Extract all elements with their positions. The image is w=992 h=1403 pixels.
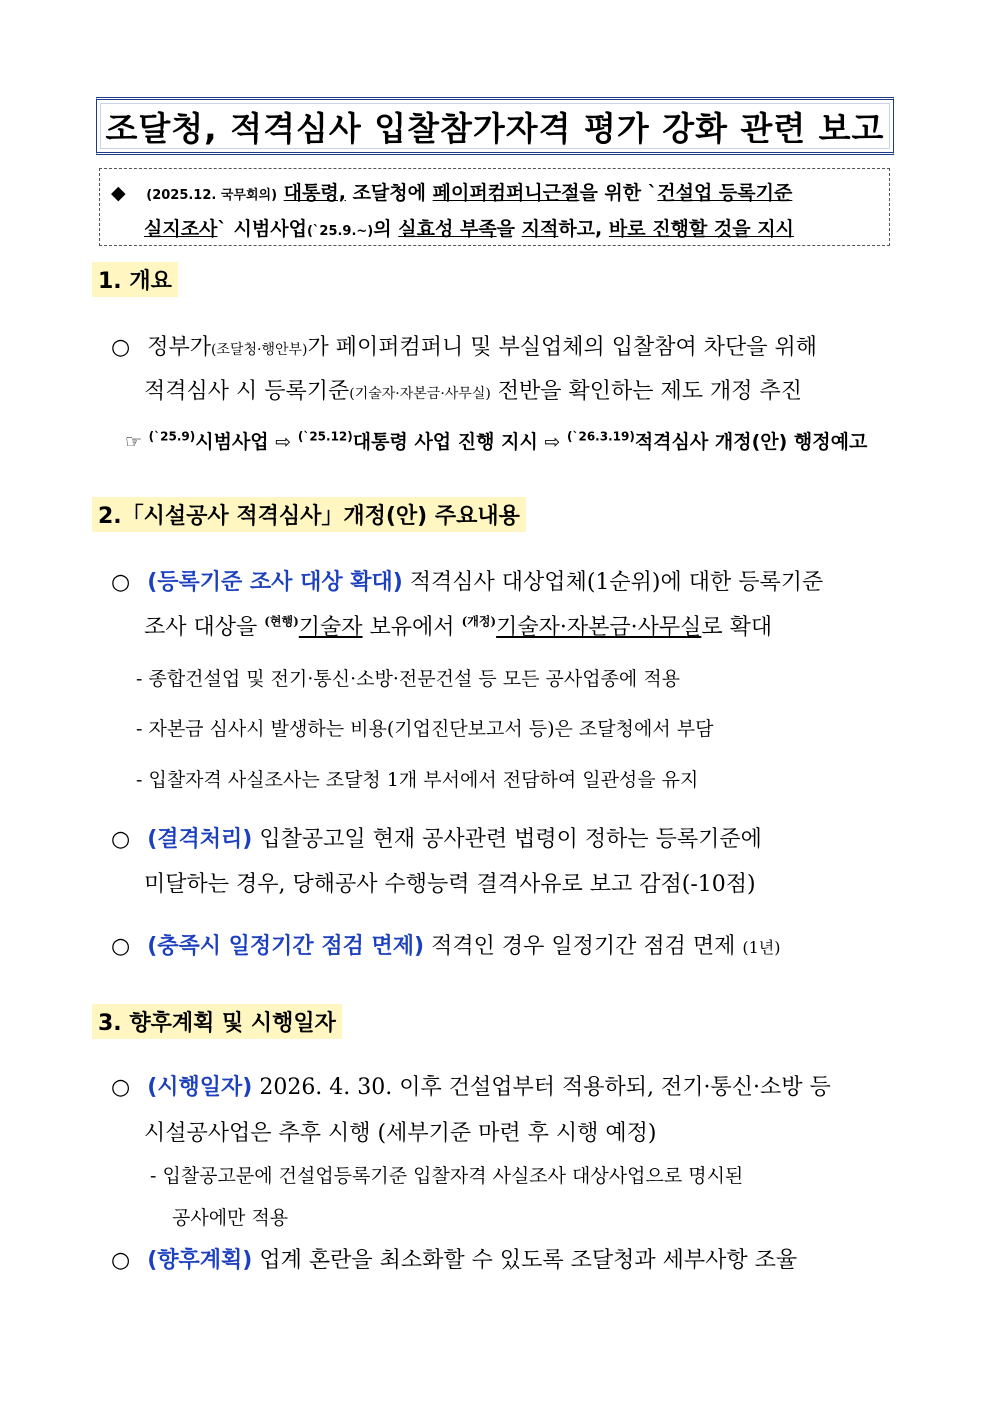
- sec2-text: 기술자·자본금·사무실: [496, 615, 702, 640]
- sec3-bullet-1-line-1: [111, 1070, 831, 1101]
- sec2-bullet-1-line-1: [111, 565, 823, 596]
- sec1-text: (기술자·자본금·사무실): [349, 386, 491, 402]
- ref-step: 적격심사 개정(안) 행정예고: [634, 431, 868, 453]
- sec3-dash-item-1-line-1: - 입찰공고문에 건설업등록기준 입찰자격 사실조사 대상사업으로 명시된: [150, 1165, 744, 1187]
- ref-date: (`25.12): [297, 429, 353, 444]
- sec1-bullet-1-line-1: [111, 330, 817, 361]
- circle-bullet-icon: ○: [111, 1074, 131, 1100]
- sec1-bullet-1-line-2: [144, 374, 802, 405]
- sec2-dash-item-2: - 자본금 심사시 발생하는 비용(기업진단보고서 등)은 조달청에서 부담: [136, 718, 714, 740]
- summary-text: 페이퍼컴퍼니근절: [432, 182, 580, 204]
- pointing-hand-icon: ☞: [125, 431, 143, 453]
- summary-text: (`25.9.~): [306, 224, 374, 239]
- circle-bullet-icon: ○: [111, 1247, 131, 1273]
- summary-line-2: [144, 214, 794, 241]
- summary-line-1: [111, 178, 792, 205]
- sec2-bullet-2-line-1: [111, 822, 762, 853]
- summary-text: 을 위한 `: [579, 182, 658, 204]
- sec2-text: (1년): [742, 938, 781, 957]
- arrow-icon: ⇨: [544, 431, 561, 453]
- sec1-text: 정부가: [147, 335, 211, 360]
- summary-text: 의: [373, 218, 399, 240]
- circle-bullet-icon: ○: [111, 334, 131, 360]
- summary-text: 지적: [521, 218, 559, 240]
- summary-text: 을: [496, 218, 522, 240]
- summary-text: 실효성 부족: [398, 218, 497, 240]
- summary-text: 하고,: [558, 218, 609, 240]
- arrow-icon: ⇨: [275, 431, 292, 453]
- sec2-text: 적격인 경우 일정기간 점검 면제: [424, 934, 743, 959]
- sec1-text: 전반을 확인하는 제도 개정 추진: [490, 379, 803, 404]
- sec3-dash-item-1-line-2: 공사에만 적용: [172, 1207, 289, 1229]
- bullet-tag: (시행일자): [147, 1075, 253, 1100]
- sec3-bullet-1-line-2: 시설공사업은 추후 시행 (세부기준 마련 후 시행 예정): [144, 1121, 657, 1146]
- document-title-box: [96, 97, 894, 155]
- sec3-text: 업계 혼란을 최소화할 수 있도록 조달청과 세부사항 조율: [252, 1248, 798, 1273]
- sec2-bullet-2-line-2: 미달하는 경우, 당해공사 수행능력 결격사유로 보고 감점(-10점): [144, 872, 756, 897]
- section-3-heading: 3. 향후계획 및 시행일자: [92, 1004, 342, 1039]
- sec2-text: (개정): [461, 614, 497, 629]
- bullet-tag: (결격처리): [147, 827, 253, 852]
- sec2-dash-item-3: - 입찰자격 사실조사는 조달청 1개 부서에서 전담하여 일관성을 유지: [136, 769, 699, 791]
- document-title: 조달청, 적격심사 입찰참가자격 평가 강화 관련 보고: [105, 108, 885, 148]
- ref-step: 대통령 사업 진행 지시: [352, 431, 538, 453]
- bullet-tag: (향후계획): [147, 1248, 253, 1273]
- diamond-icon: ◆: [111, 182, 126, 204]
- sec2-text: 적격심사 대상업체(1순위)에 대한 등록기준: [402, 570, 824, 595]
- ref-date: (`26.3.19): [566, 429, 635, 444]
- sec3-bullet-2: [111, 1243, 797, 1274]
- bullet-tag: (등록기준 조사 대상 확대): [147, 570, 403, 595]
- section-1-heading: 1. 개요: [92, 262, 178, 297]
- bullet-tag: (충족시 일정기간 점검 면제): [147, 934, 425, 959]
- summary-prefix: (2025.12. 국무회의): [146, 188, 278, 203]
- sec2-text: 로 확대: [701, 615, 773, 640]
- sec3-text: 2026. 4. 30. 이후 건설업부터 적용하되, 전기·통신·소방 등: [252, 1075, 831, 1100]
- summary-text: 건설업 등록기준: [657, 182, 793, 204]
- sec2-text: 조사 대상을: [144, 615, 265, 640]
- sec2-bullet-1-line-2: [144, 610, 772, 641]
- ref-step: 시범사업: [195, 431, 269, 453]
- circle-bullet-icon: ○: [111, 826, 131, 852]
- circle-bullet-icon: ○: [111, 933, 131, 959]
- summary-text: 조달청에: [345, 182, 433, 204]
- sec2-text: 기술자: [298, 615, 363, 640]
- sec2-text: 보유에서: [362, 615, 462, 640]
- section-2-heading: 2.「시설공사 적격심사」개정(안) 주요내용: [92, 497, 526, 532]
- sec1-text: 가 페이퍼컴퍼니 및 부실업체의 입찰참여 차단을 위해: [307, 335, 818, 360]
- summary-text: 바로 진행할 것을 지시: [608, 218, 794, 240]
- sec2-dash-item-1: - 종합건설업 및 전기·통신·소방·전문건설 등 모든 공사업종에 적용: [136, 668, 681, 690]
- sec1-text: 적격심사 시 등록기준: [144, 379, 350, 404]
- summary-text: ` 시범사업: [217, 218, 307, 240]
- sec1-reference-line: [125, 427, 867, 454]
- summary-text: 대통령,: [283, 182, 346, 204]
- sec1-text: (조달청·행안부): [210, 342, 308, 358]
- ref-date: (`25.9): [148, 429, 196, 444]
- circle-bullet-icon: ○: [111, 569, 131, 595]
- sec2-text: (현행): [264, 614, 299, 629]
- sec2-text: 입찰공고일 현재 공사관련 법령이 정하는 등록기준에: [252, 827, 762, 852]
- summary-text: 실지조사: [144, 218, 218, 240]
- sec2-bullet-3: [111, 929, 780, 960]
